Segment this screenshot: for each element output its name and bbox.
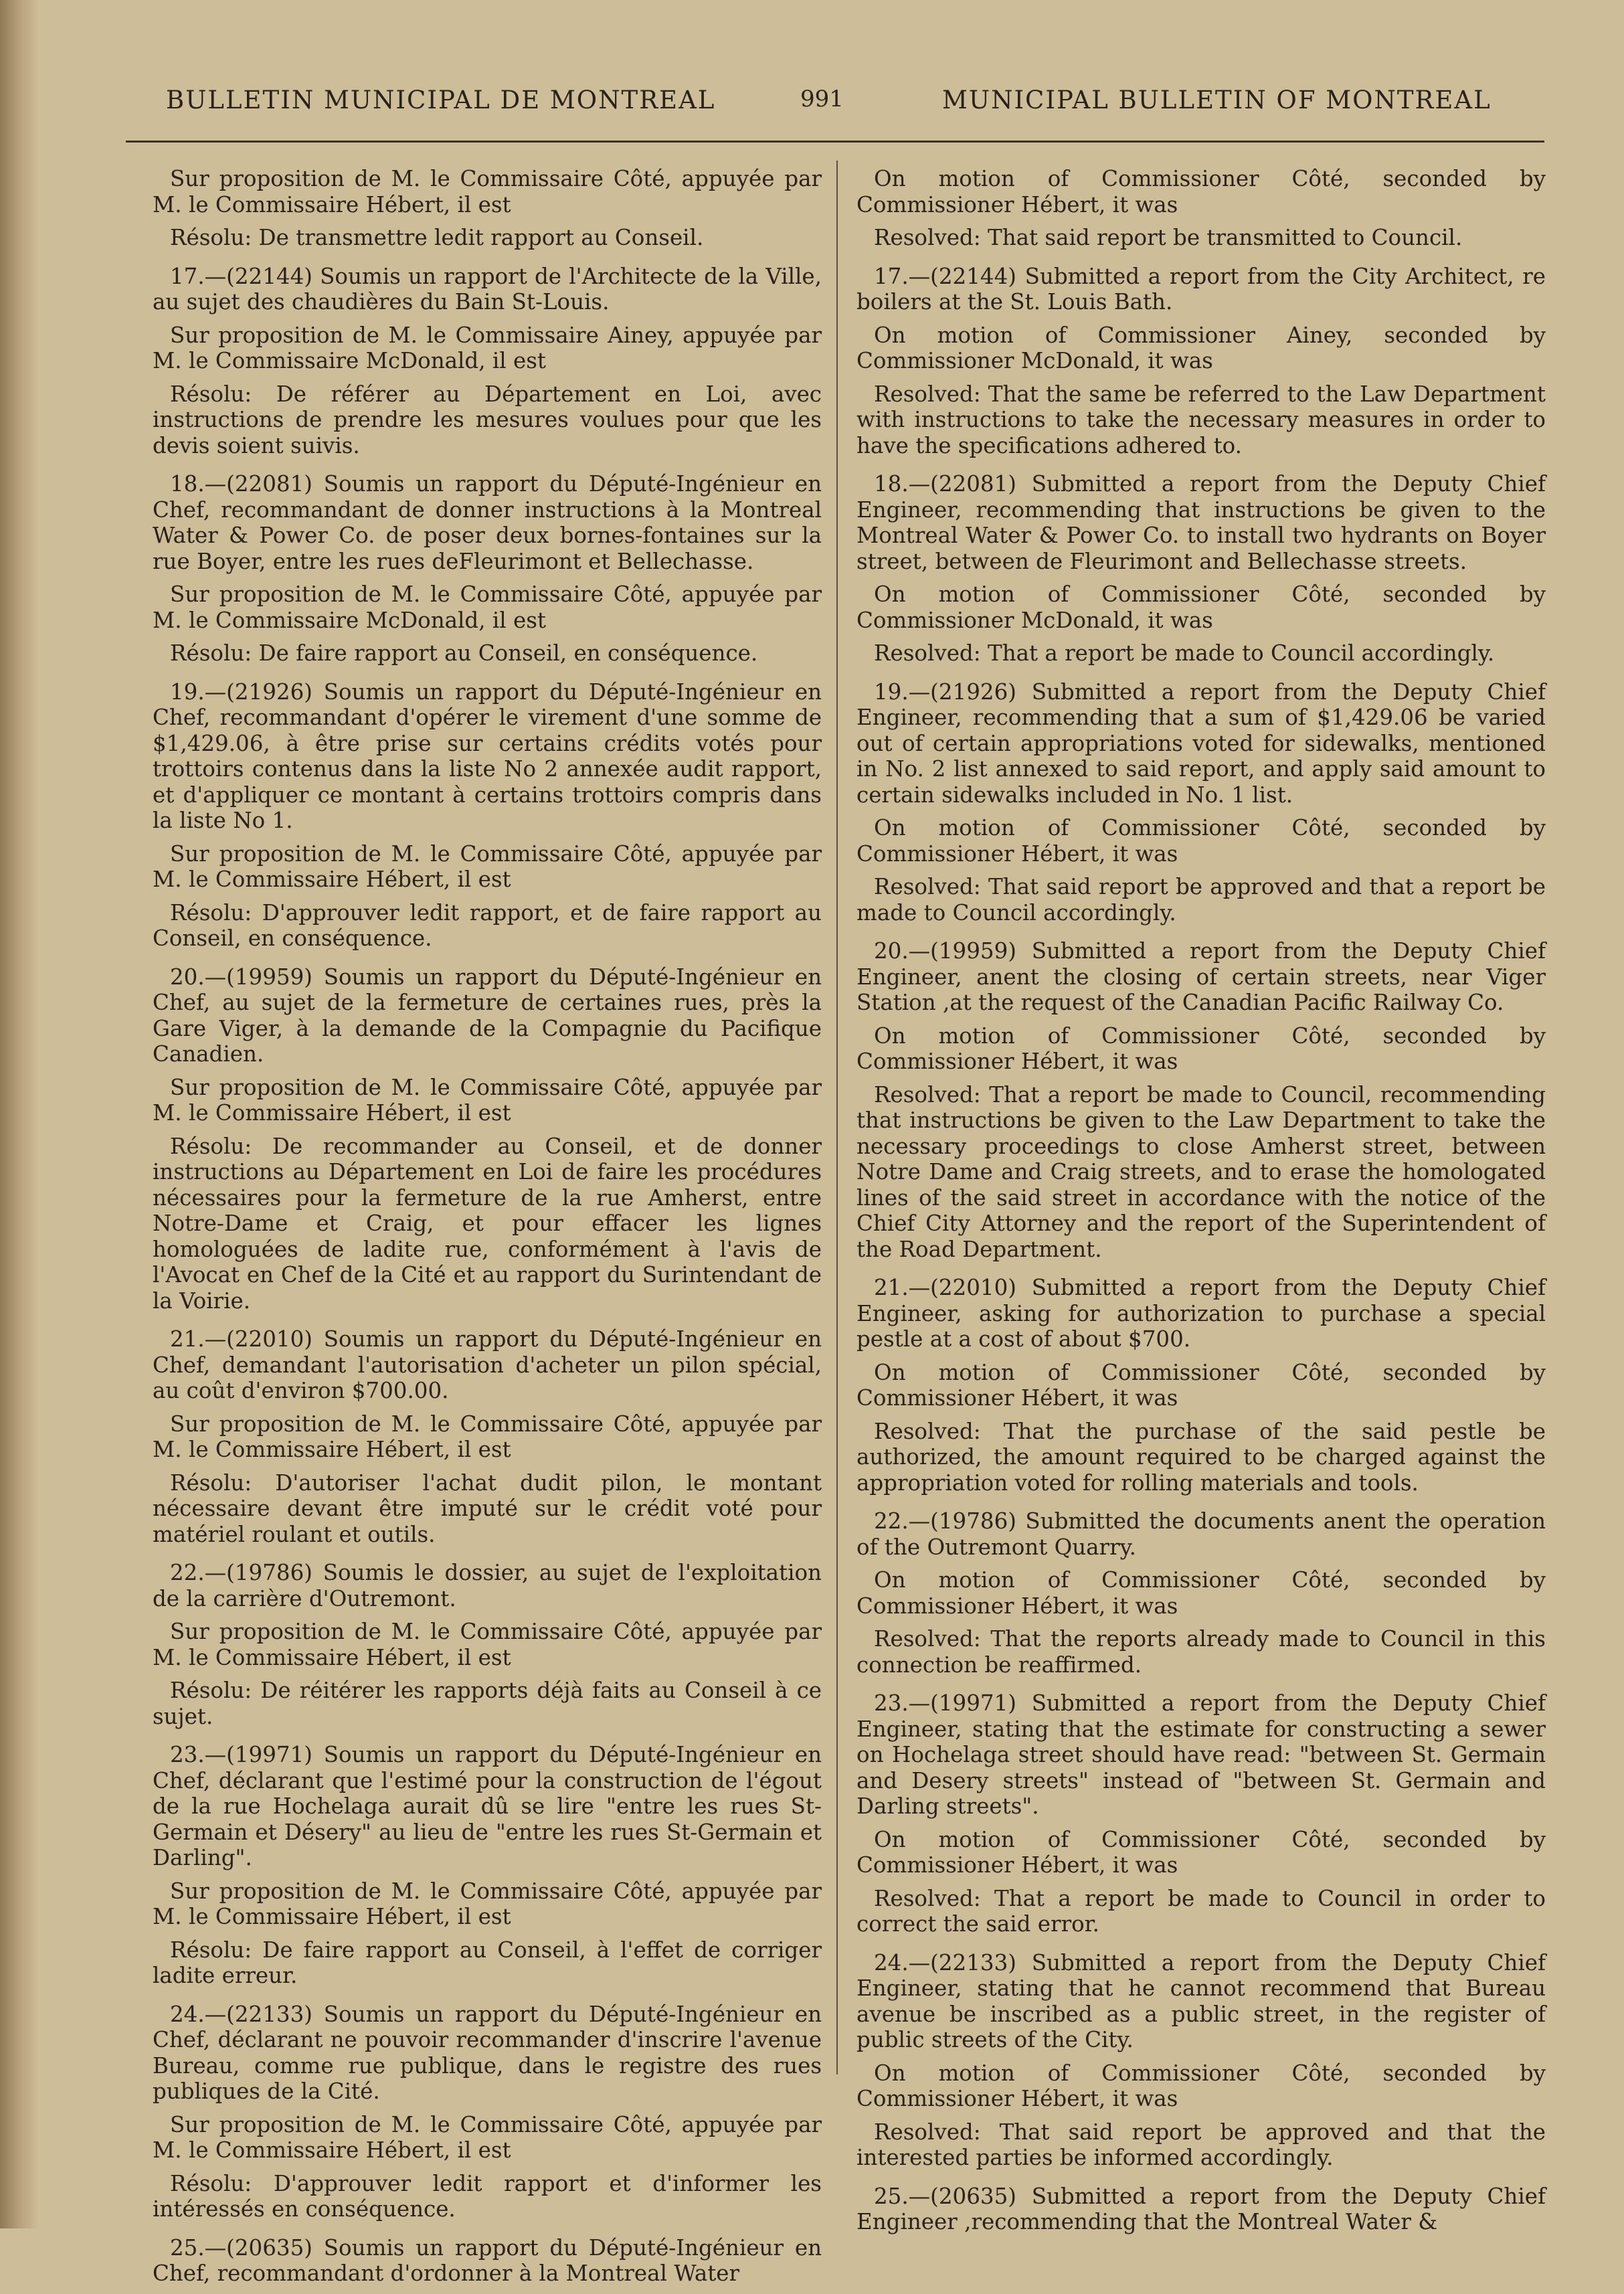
paragraph: Résolu: De faire rapport au Conseil, à l'effet de corriger ladite erreur.: [153, 1937, 822, 1988]
paragraph: Resolved: That said report be transmitted to Council.: [874, 225, 1463, 250]
paragraph: Résolu: De transmettre ledit rapport au Conseil.: [170, 225, 704, 250]
paragraph: 18.—(22081) Submitted a report from the Deputy Chief Engineer, recommending that instructions be given to the Montreal Water & Power Co. to install two hydrants on Boyer street, between de Fleurimont and Bellechasse streets.: [856, 471, 1546, 574]
paragraph: 22.—(19786) Submitted the documents anent the operation of the Outremont Quarry.: [856, 1508, 1546, 1560]
paragraph: 19.—(21926) Submitted a report from the Deputy Chief Engineer, recommending that a sum of $1,429.06 be varied out of certain appropriations voted for sidewalks, mentioned in No. 2 list annexed to said report, and apply said amount to certain sidewalks included in No. 1 list.: [856, 679, 1546, 808]
paragraph: Resolved: That the purchase of the said pestle be authorized, the amount required to be charged against the appropriation voted for rolling materials and tools.: [856, 1418, 1546, 1496]
paragraph: Resolved: That the same be referred to the Law Department with instructions to take the necessary measures in order to have the specifications adhered to.: [856, 381, 1546, 458]
paragraph: Sur proposition de M. le Commissaire Côté, appuyée par M. le Commissaire Hébert, il est: [153, 1074, 822, 1126]
paragraph: Resolved: That a report be made to Council accordingly.: [874, 640, 1495, 666]
paragraph: 17.—(22144) Soumis un rapport de l'Architecte de la Ville, au sujet des chaudières du Bain St-Louis.: [153, 263, 822, 315]
paragraph: Résolu: De faire rapport au Conseil, en conséquence.: [170, 640, 758, 666]
paragraph: Sur proposition de M. le Commissaire Côté, appuyée par M. le Commissaire Hébert, il est: [153, 1411, 822, 1462]
header-left-title: BULLETIN MUNICIPAL DE MONTREAL: [166, 86, 716, 114]
paragraph: Resolved: That the reports already made to Council in this connection be reaffirmed.: [856, 1626, 1546, 1678]
paragraph: 24.—(22133) Soumis un rapport du Député-Ingénieur en Chef, déclarant ne pouvoir recommander d'inscrire l'avenue Bureau, comme rue publique, dans le registre des rues publiques de la Cité.: [153, 2001, 822, 2104]
paragraph: Résolu: D'approuver ledit rapport et d'informer les intéressés en conséquence.: [153, 2170, 822, 2222]
paragraph: 23.—(19971) Submitted a report from the Deputy Chief Engineer, stating that the estimate for constructing a sewer on Hochelaga street should have read: "between St. Germain and Desery streets" instead of "between St. Germain and Darling streets".: [856, 1690, 1546, 1819]
paragraph: Résolu: De recommander au Conseil, et de donner instructions au Département en Loi de faire les procédures nécessaires pour la fermeture de la rue Amherst, entre Notre-Dame et Craig, et pour effacer les lignes homologuées de ladite rue, conformément à l'avis de l'Avocat en Chef de la Cité et au rapport du Surintendant de la Voirie.: [153, 1133, 822, 1314]
paragraph: Resolved: That said report be approved and that a report be made to Council accordingly.: [856, 874, 1546, 925]
paragraph: Resolved: That a report be made to Council, recommending that instructions be given to the Law Department to take the necessary proceedings to close Amherst street, between Notre Dame and Craig streets, and to erase the homologated lines of the said street in accordance with the notice of the Chief City Attorney and the report of the Superintendent of the Road Department.: [856, 1081, 1546, 1262]
paragraph: On motion of Commissioner Côté, seconded by Commissioner Hébert, it was: [856, 1567, 1546, 1619]
paragraph: Sur proposition de M. le Commissaire Côté, appuyée par M. le Commissaire Hébert, il est: [153, 841, 822, 892]
paragraph: 24.—(22133) Submitted a report from the Deputy Chief Engineer, stating that he cannot recommend that Bureau avenue be inscribed as a public street, in the register of public streets of the City.: [856, 1949, 1546, 2052]
paragraph: On motion of Commissioner Côté, seconded by Commissioner McDonald, it was: [856, 582, 1546, 633]
paragraph: 17.—(22144) Submitted a report from the City Architect, re boilers at the St. Louis Bath.: [856, 263, 1546, 315]
header-right-title: MUNICIPAL BULLETIN OF MONTREAL: [942, 86, 1492, 114]
paragraph: 21.—(22010) Soumis un rapport du Député-Ingénieur en Chef, demandant l'autorisation d'acheter un pilon spécial, au coût d'environ $700.00.: [153, 1326, 822, 1403]
paragraph: Sur proposition de M. le Commissaire Côté, appuyée par M. le Commissaire Hébert, il est: [153, 166, 822, 217]
paragraph: 20.—(19959) Submitted a report from the Deputy Chief Engineer, anent the closing of certain streets, near Viger Station ,at the request of the Canadian Pacific Railway Co.: [856, 938, 1546, 1015]
paragraph: On motion of Commissioner Côté, seconded by Commissioner Hébert, it was: [856, 1023, 1546, 1074]
paragraph: 19.—(21926) Soumis un rapport du Député-Ingénieur en Chef, recommandant d'opérer le virement d'une somme de $1,429.06, à être prise sur certains crédits votés pour trottoirs contenus dans la liste No 2 annexée audit rapport, et d'appliquer ce montant à certains trottoirs compris dans la liste No 1.: [153, 679, 822, 833]
paragraph: 22.—(19786) Soumis le dossier, au sujet de l'exploitation de la carrière d'Outremont.: [153, 1560, 822, 1611]
paragraph: Resolved: That a report be made to Council in order to correct the said error.: [856, 1885, 1546, 1937]
paragraph: 21.—(22010) Submitted a report from the Deputy Chief Engineer, asking for authorization to purchase a special pestle at a cost of about $700.: [856, 1275, 1546, 1352]
header-rule: [126, 141, 1544, 143]
paragraph: Sur proposition de M. le Commissaire Côté, appuyée par M. le Commissaire McDonald, il est: [153, 582, 822, 633]
bulletin-page: [39, 0, 1624, 2286]
page-binding-edge: [0, 0, 39, 2228]
column-divider: [836, 161, 838, 2075]
paragraph: Resolved: That said report be approved and that the interested parties be informed accordingly.: [856, 2119, 1546, 2170]
paragraph: Résolu: De référer au Département en Loi, avec instructions de prendre les mesures voulues pour que les devis soient suivis.: [153, 381, 822, 458]
paragraph: 23.—(19971) Soumis un rapport du Député-Ingénieur en Chef, déclarant que l'estimé pour la construction de l'égout de la rue Hochelaga aurait dû se lire "entre les rues St-Germain et Désery" au lieu de "entre les rues St-Germain et Darling".: [153, 1742, 822, 1870]
paragraph: On motion of Commissioner Côté, seconded by Commissioner Hébert, it was: [856, 2060, 1546, 2111]
paragraph: On motion of Commissioner Côté, seconded by Commissioner Hébert, it was: [856, 1826, 1546, 1878]
paragraph: Sur proposition de M. le Commissaire Côté, appuyée par M. le Commissaire Hébert, il est: [153, 1878, 822, 1929]
paragraph: Résolu: D'autoriser l'achat dudit pilon, le montant nécessaire devant être imputé sur le crédit voté pour matériel roulant et outils.: [153, 1470, 822, 1547]
paragraph: 20.—(19959) Soumis un rapport du Député-Ingénieur en Chef, au sujet de la fermeture de certaines rues, près la Gare Viger, à la demande de la Compagnie du Pacifique Canadien.: [153, 964, 822, 1067]
paragraph: On motion of Commissioner Côté, seconded by Commissioner Hébert, it was: [856, 166, 1546, 217]
paragraph: On motion of Commissioner Côté, seconded by Commissioner Hébert, it was: [856, 1359, 1546, 1411]
paragraph: 25.—(20635) Submitted a report from the Deputy Chief Engineer ,recommending that the Montreal Water &: [856, 2183, 1546, 2234]
paragraph: Résolu: De réitérer les rapports déjà faits au Conseil à ce sujet.: [153, 1678, 822, 1729]
french-column: [153, 166, 822, 2294]
paragraph: 18.—(22081) Soumis un rapport du Député-Ingénieur en Chef, recommandant de donner instructions à la Montreal Water & Power Co. de poser deux bornes-fontaines sur la rue Boyer, entre les rues deFleurimont et Bellechasse.: [153, 471, 822, 574]
english-column: [856, 166, 1546, 2242]
paragraph: Sur proposition de M. le Commissaire Ainey, appuyée par M. le Commissaire McDonald, il est: [153, 322, 822, 373]
paragraph: 25.—(20635) Soumis un rapport du Député-Ingénieur en Chef, recommandant d'ordonner à la Montreal Water: [153, 2234, 822, 2286]
paragraph: Sur proposition de M. le Commissaire Côté, appuyée par M. le Commissaire Hébert, il est: [153, 2111, 822, 2163]
paragraph: Sur proposition de M. le Commissaire Côté, appuyée par M. le Commissaire Hébert, il est: [153, 1619, 822, 1670]
paragraph: On motion of Commissioner Ainey, seconded by Commissioner McDonald, it was: [856, 322, 1546, 373]
paragraph: Résolu: D'approuver ledit rapport, et de faire rapport au Conseil, en conséquence.: [153, 899, 822, 951]
paragraph: On motion of Commissioner Côté, seconded by Commissioner Hébert, it was: [856, 815, 1546, 867]
page-number: 991: [800, 86, 844, 112]
